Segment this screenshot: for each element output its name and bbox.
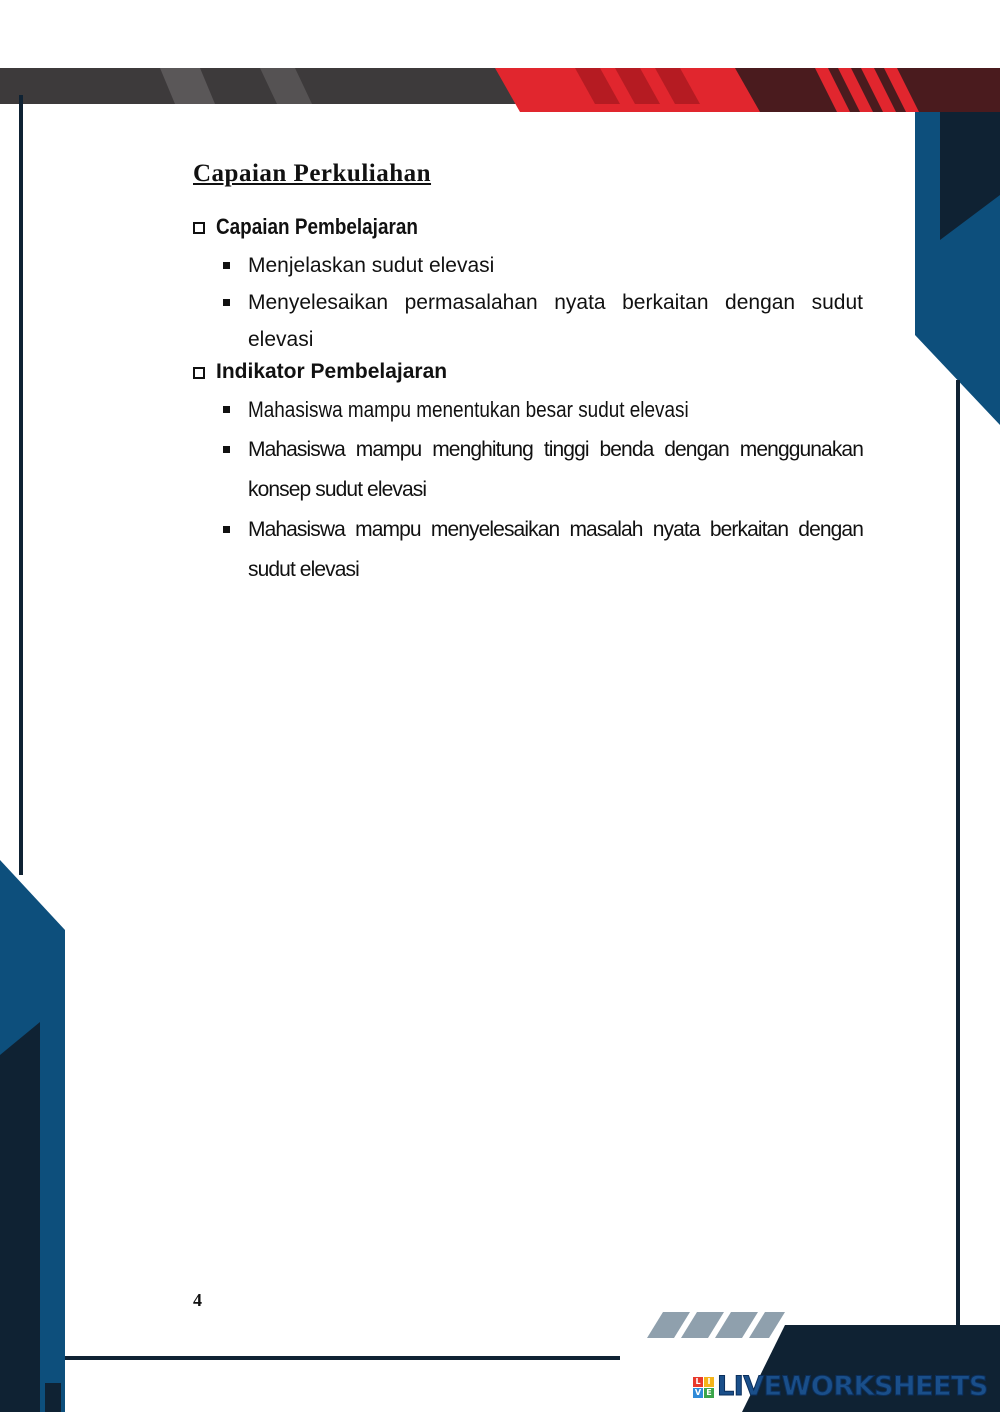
logo-letter: E	[704, 1388, 714, 1398]
section-heading-label: Indikator Pembelajaran	[216, 360, 448, 383]
bullet-icon	[223, 406, 230, 413]
list-item	[223, 510, 863, 590]
section-capaian-pembelajaran	[193, 214, 863, 358]
list-item	[223, 390, 863, 430]
section-heading-label: Capaian Pembelajaran	[216, 214, 418, 239]
bullet-icon	[223, 526, 230, 533]
list-item-text: Mahasiswa mampu menghitung tinggi benda dengan menggunakan konsep sudut elevasi	[248, 438, 863, 501]
list-item-text: Mahasiswa mampu menyelesaikan masalah nyata berkaitan dengan sudut elevasi	[248, 518, 863, 581]
watermark-text: LIVEWORKSHEETS	[717, 1371, 988, 1402]
right-border	[915, 112, 1000, 1325]
list-item	[223, 430, 863, 510]
logo-letter: I	[704, 1377, 714, 1387]
bullet-icon	[223, 446, 230, 453]
top-banner	[0, 68, 1000, 112]
item-list	[193, 247, 863, 358]
left-border	[0, 95, 65, 1412]
item-list	[193, 390, 863, 590]
bullet-icon	[223, 299, 230, 306]
logo-letter: V	[694, 1387, 702, 1397]
section-indikator-pembelajaran	[193, 360, 863, 590]
checkbox-icon	[193, 222, 205, 234]
list-item-text: Menyelesaikan permasalahan nyata berkaitan dengan sudut elevasi	[248, 291, 863, 351]
list-item-text: Mahasiswa mampu menentukan besar sudut elevasi	[248, 397, 689, 422]
page-number: 4	[193, 1290, 202, 1310]
liveworksheets-watermark	[693, 1372, 988, 1402]
bullet-icon	[223, 262, 230, 269]
list-item-text: Menjelaskan sudut elevasi	[248, 254, 495, 277]
liveworksheets-logo-icon	[693, 1377, 714, 1398]
main-content	[193, 160, 863, 590]
list-item	[223, 284, 863, 358]
checkbox-icon	[193, 367, 205, 379]
logo-letter: L	[693, 1377, 703, 1387]
section-heading	[193, 360, 863, 384]
section-heading	[193, 214, 863, 240]
list-item	[223, 247, 863, 284]
page-title: Capaian Perkuliahan	[193, 160, 432, 187]
